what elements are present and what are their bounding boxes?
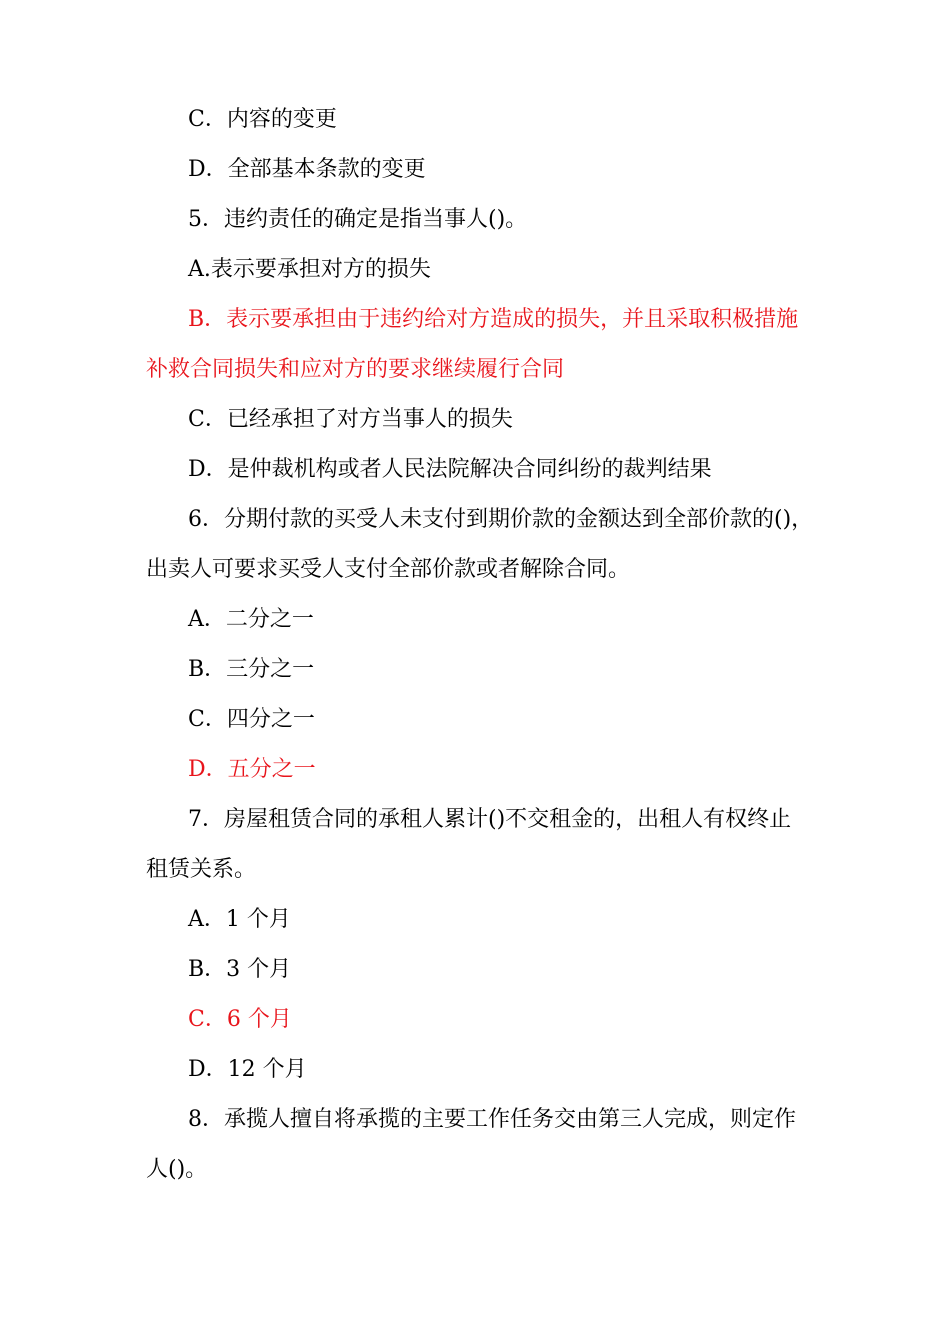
q6-option-a: A．二分之一 [188,607,314,632]
q6-option-b: B．三分之一 [188,657,315,682]
q5-option-d: D．是仲裁机构或者人民法院解决合同纠纷的裁判结果 [188,457,712,482]
option-c-content-change: C．内容的变更 [188,107,337,132]
question-8-continued: 人()。 [146,1157,208,1182]
q5-option-b-answer: B．表示要承担由于违约给对方造成的损失，并且采取积极措施 [188,307,799,332]
question-7: 7．房屋租赁合同的承租人累计()不交租金的，出租人有权终止 [188,807,792,832]
q7-option-c-answer: C．6 个月 [188,1007,292,1032]
question-5: 5．违约责任的确定是指当事人()。 [188,207,528,232]
q7-option-b: B．3 个月 [188,957,292,982]
q5-option-b-answer-continued: 补救合同损失和应对方的要求继续履行合同 [146,357,565,382]
q5-option-c: C．已经承担了对方当事人的损失 [188,407,513,432]
question-7-continued: 租赁关系。 [146,857,257,882]
option-d-all-terms-change: D．全部基本条款的变更 [188,157,426,182]
q7-option-a: A．1 个月 [188,907,291,932]
question-8: 8．承揽人擅自将承揽的主要工作任务交由第三人完成，则定作 [188,1107,796,1132]
q6-option-c: C．四分之一 [188,707,315,732]
q6-option-d-answer: D．五分之一 [188,757,316,782]
q7-option-d: D．12 个月 [188,1057,307,1082]
q5-option-a: A.表示要承担对方的损失 [188,257,431,282]
question-6-continued: 出卖人可要求买受人支付全部价款或者解除合同。 [146,557,631,582]
question-6: 6．分期付款的买受人未支付到期价款的金额达到全部价款的()， [188,507,814,532]
